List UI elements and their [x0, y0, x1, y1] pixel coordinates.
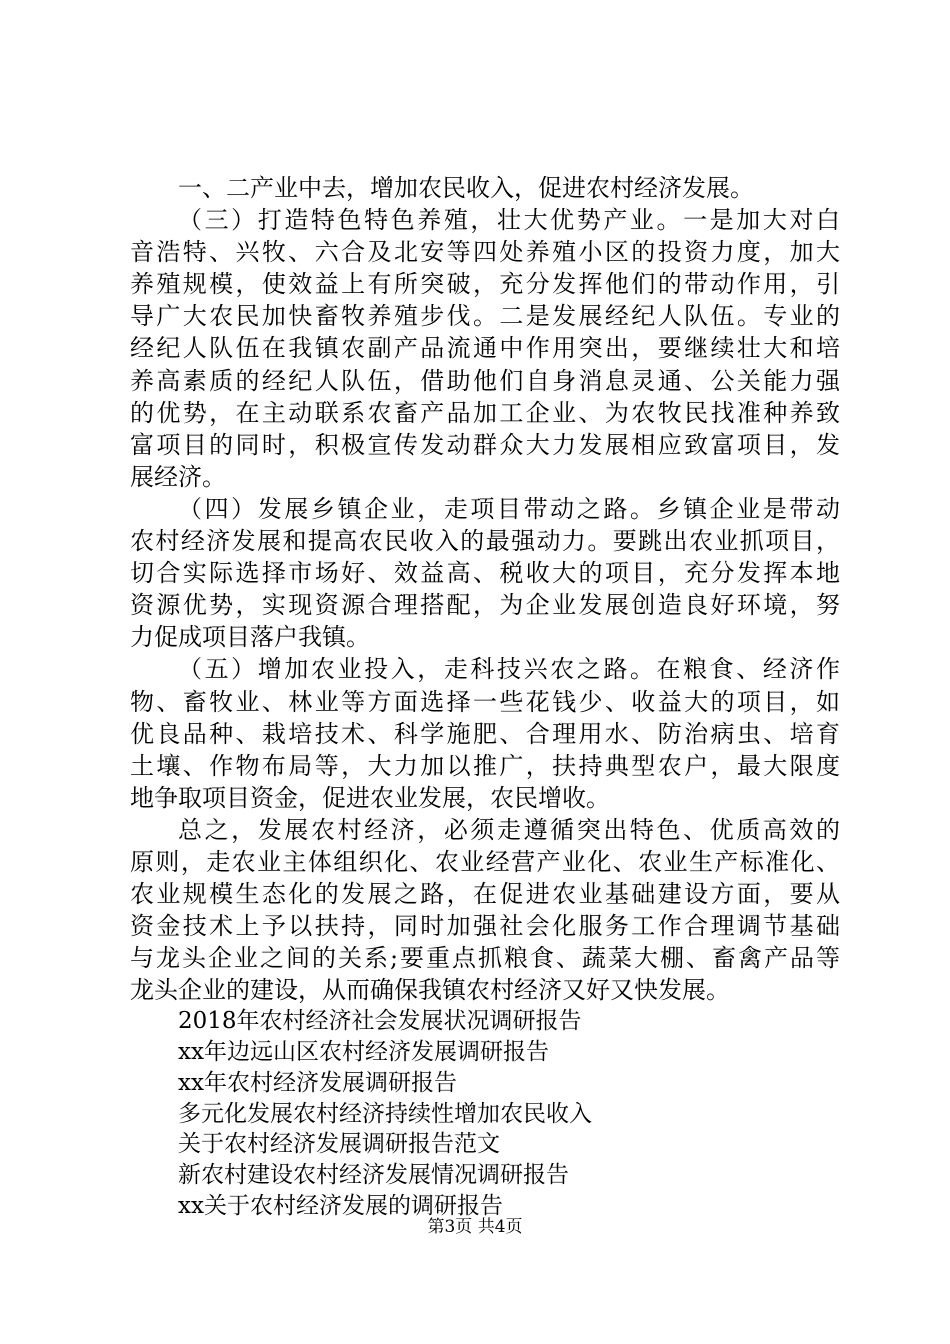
text-line: 农村经济发展和提高农民收入的最强动力。要跳出农业抓项目，	[130, 527, 840, 556]
related-links	[130, 1006, 840, 1221]
text-line: 龙头企业的建设，从而确保我镇农村经济又好又快发展。	[130, 976, 730, 1005]
text-line: 优良品种、栽培技术、科学施肥、合理用水、防治病虫、培育	[130, 719, 840, 748]
related-link[interactable]: xx年边远山区农村经济发展调研报告	[178, 1039, 549, 1066]
paragraph-section-4	[130, 493, 840, 653]
text-line: 富项目的同时，积极宣传发动群众大力发展相应致富项目，发	[130, 430, 840, 459]
related-link[interactable]: 多元化发展农村经济持续性增加农民收入	[178, 1100, 592, 1127]
paragraph-section-3	[130, 204, 840, 493]
text-line: 力促成项目落户我镇。	[130, 623, 370, 652]
related-link[interactable]: 关于农村经济发展调研报告范文	[178, 1131, 500, 1158]
text-line: 经纪人队伍在我镇农副产品流通中作用突出，要继续壮大和培	[130, 334, 840, 363]
text-line: 一、二产业中去，增加农民收入，促进农村经济发展。	[178, 174, 754, 202]
text-line: 音浩特、兴牧、六合及北安等四处养殖小区的投资力度，加大	[130, 238, 840, 267]
related-link[interactable]: xx年农村经济发展调研报告	[178, 1069, 457, 1096]
related-link[interactable]: 新农村建设农村经济发展情况调研报告	[178, 1161, 569, 1188]
text-line: 的优势，在主动联系农畜产品加工企业、为农牧民找准种养致	[130, 398, 840, 427]
text-line: （三）打造特色特色养殖，壮大优势产业。一是加大对白	[178, 206, 840, 235]
text-line: 资金技术上予以扶持，同时加强社会化服务工作合理调节基础	[130, 912, 840, 941]
text-line: 物、畜牧业、林业等方面选择一些花钱少、收益大的项目，如	[130, 687, 840, 716]
text-line: 地争取项目资金，促进农业发展，农民增收。	[130, 783, 610, 812]
related-link[interactable]: 2018年农村经济社会发展状况调研报告	[178, 1008, 582, 1035]
text-line: 切合实际选择市场好、效益高、税收大的项目，充分发挥本地	[130, 559, 840, 588]
text-line: 与龙头企业之间的关系;要重点抓粮食、蔬菜大棚、畜禽产品等	[130, 944, 840, 973]
text-line: 展经济。	[130, 462, 226, 491]
text-line: 农业规模生态化的发展之路，在促进农业基础建设方面，要从	[130, 880, 840, 909]
text-line: 总之，发展农村经济，必须走遵循突出特色、优质高效的	[178, 815, 840, 844]
related-link[interactable]: xx关于农村经济发展的调研报告	[178, 1192, 503, 1219]
text-line: 土壤、作物布局等，大力加以推广，扶持典型农户，最大限度	[130, 751, 840, 780]
text-line: 导广大农民加快畜牧养殖步伐。二是发展经纪人队伍。专业的	[130, 302, 840, 331]
document-body	[130, 172, 840, 1221]
text-line: 资源优势，实现资源合理搭配，为企业发展创造良好环境，努	[130, 591, 840, 620]
paragraph-list	[130, 172, 840, 1006]
paragraph-continued	[130, 172, 840, 204]
paragraph-section-5	[130, 653, 840, 813]
text-line: （五）增加农业投入，走科技兴农之路。在粮食、经济作	[178, 655, 840, 684]
page-indicator: 第3页 共4页	[427, 1217, 523, 1237]
text-line: 养殖规模，使效益上有所突破，充分发挥他们的带动作用，引	[130, 270, 840, 299]
page-footer	[0, 1216, 950, 1238]
text-line: （四）发展乡镇企业，走项目带动之路。乡镇企业是带动	[178, 494, 840, 523]
text-line: 原则，走农业主体组织化、农业经营产业化、农业生产标准化、	[130, 847, 840, 876]
paragraph-summary	[130, 814, 840, 1007]
text-line: 养高素质的经纪人队伍，借助他们自身消息灵通、公关能力强	[130, 366, 840, 395]
